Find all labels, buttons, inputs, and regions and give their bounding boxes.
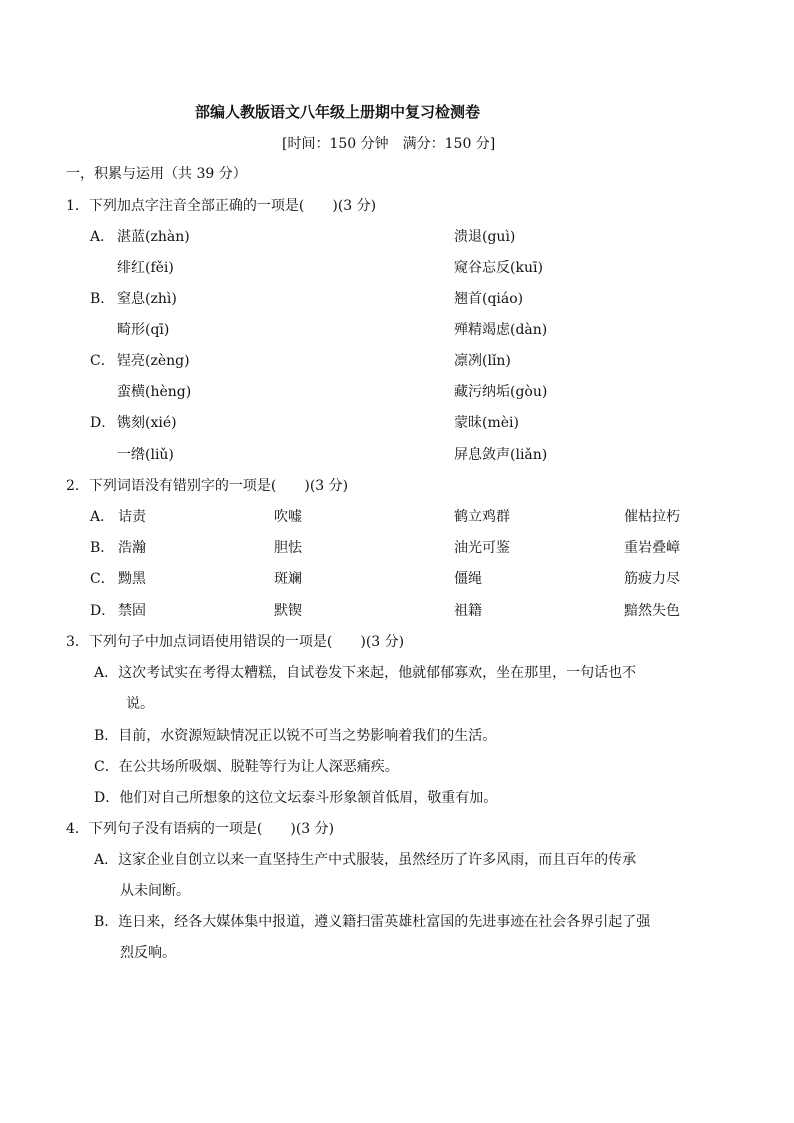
q4-option-b: B．连日来，经各大媒体集中报道，遵义籍扫雷英雄杜富国的先进事迹在社会各界引起了强 [94,914,651,930]
q1-option-a-item: 湛蓝(zhàn) [117,229,190,245]
q2-word: 胆怯 [274,540,302,556]
q3-option-a: A．这次考试实在考得太糟糕，自试卷发下来起，他就郁郁寡欢，坐在那里，一句话也不 [94,665,637,681]
q1-option-c-item: 藏污纳垢(gòu) [454,384,548,400]
q1-option-d-item: 一绺(liǔ) [117,447,174,463]
q1-option-c-item: 凛冽(lǐn) [454,353,511,369]
q1-option-d-item: 镌刻(xié) [117,415,177,431]
section-heading: 一，积累与运用（共 39 分） [66,166,247,182]
q2-word: 斑斓 [274,571,302,587]
q1-option-a-item: 窥谷忘反(kuī) [454,260,543,276]
q2-word: 默锲 [274,603,302,619]
q2-row-label: D． [90,603,116,619]
q1-option-d-item: 蒙昧(mèi) [454,415,519,431]
q1-option-b-label: B． [90,291,115,307]
q1-option-c-item: 蛮横(hèng) [117,384,192,400]
q1-option-a-item: 溃退(guì) [454,229,516,245]
q1-option-c-label: C． [90,353,115,369]
q1-option-b-item: 殚精竭虑(dàn) [454,322,548,338]
q2-row-label: B． [90,540,115,556]
q2-row-label: A． [90,509,115,525]
exam-info: [时间：150 分钟 满分：150 分] [282,136,496,152]
q2-word: 诘责 [118,509,146,525]
q2-word: 黯然失色 [624,603,680,619]
q2-word: 黝黑 [118,571,146,587]
q4-option-b-continued: 烈反响。 [120,945,176,961]
question-3-stem: 3．下列句子中加点词语使用错误的一项是( )(3 分) [66,634,405,650]
q2-word: 僵绳 [454,571,482,587]
q1-option-d-item: 屏息敛声(liǎn) [454,447,548,463]
q2-word: 催枯拉朽 [624,509,680,525]
page-title: 部编人教版语文八年级上册期中复习检测卷 [195,103,481,121]
q1-option-a-item: 绯红(fěi) [117,260,174,276]
q4-option-a: A．这家企业自创立以来一直坚持生产中式服装，虽然经历了许多风雨，而且百年的传承 [94,852,637,868]
q4-option-a-continued: 从未间断。 [120,883,190,899]
q2-word: 浩瀚 [118,540,146,556]
q1-option-b-item: 翘首(qiáo) [454,291,524,307]
question-4-stem: 4．下列句子没有语病的一项是( )(3 分) [66,821,335,837]
q1-option-a-label: A． [90,229,115,245]
q3-option-d: D．他们对自己所想象的这位文坛泰斗形象颔首低眉，敬重有加。 [94,790,498,806]
question-1-stem: 1．下列加点字注音全部正确的一项是( )(3 分) [66,198,377,214]
q1-option-c-item: 锃亮(zèng) [117,353,190,369]
q3-option-b: B．目前，水资源短缺情况正以锐不可当之势影响着我们的生活。 [94,728,497,744]
q2-word: 筋疲力尽 [624,571,680,587]
q2-word: 吹嘘 [274,509,302,525]
q3-option-a-continued: 说。 [126,696,154,712]
question-2-stem: 2．下列词语没有错别字的一项是( )(3 分) [66,478,349,494]
q1-option-b-item: 畸形(qī) [117,322,170,338]
q2-word: 油光可鉴 [454,540,510,556]
q2-word: 禁固 [118,603,146,619]
q2-word: 祖籍 [454,603,482,619]
q2-row-label: C． [90,571,115,587]
q1-option-d-label: D． [90,415,116,431]
q2-word: 鹤立鸡群 [454,509,510,525]
q1-option-b-item: 窒息(zhì) [117,291,177,307]
q2-word: 重岩叠嶂 [624,540,680,556]
q3-option-c: C．在公共场所吸烟、脱鞋等行为让人深恶痛疾。 [94,759,399,775]
